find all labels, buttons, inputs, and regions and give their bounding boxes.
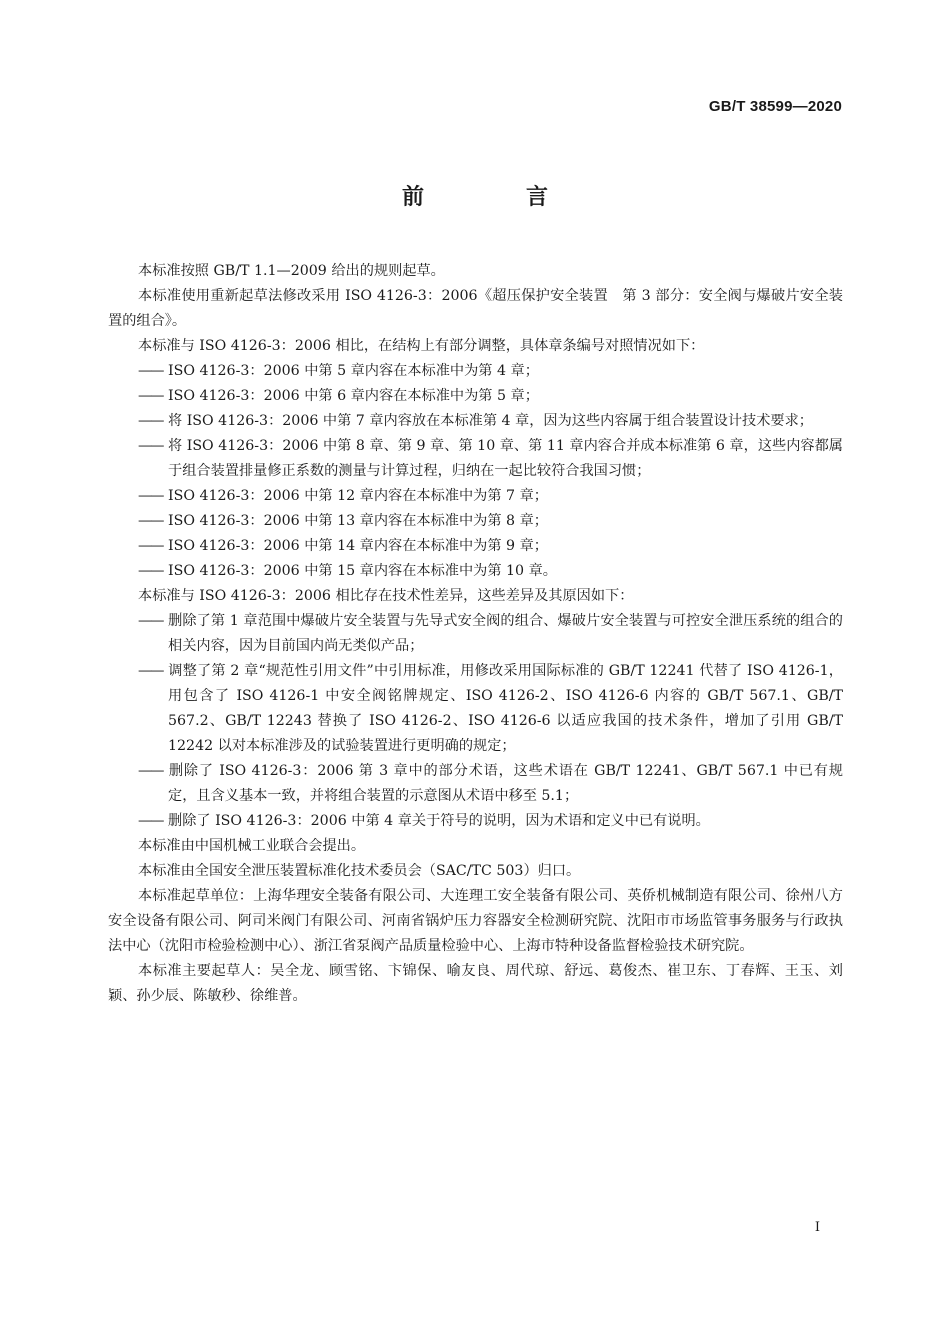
list-item-text: 删除了第 1 章范围中爆破片安全装置与先导式安全阀的组合、爆破片安全装置与可控安全泄压系统的组合的相关内容，因为目前国内尚无类似产品；: [168, 613, 843, 654]
list-item: [108, 484, 843, 509]
list-item-text: ISO 4126-3：2006 中第 13 章内容在本标准中为第 8 章；: [168, 513, 548, 529]
list-item: [108, 759, 843, 809]
paragraph: 本标准由全国安全泄压装置标准化技术委员会（SAC/TC 503）归口。: [138, 863, 581, 879]
list-item-text: 删除了 ISO 4126-3：2006 第 3 章中的部分术语，这些术语在 GB/T 12241、GB/T 567.1 中已有规定，且含义基本一致，并将组合装置的示意图从术语中移至 5.1；: [168, 763, 843, 804]
page-title: 前 言: [401, 185, 588, 210]
list-item: [108, 809, 843, 834]
list-item: [108, 534, 843, 559]
paragraph: 本标准与 ISO 4126-3：2006 相比存在技术性差异，这些差异及其原因如下：: [138, 588, 634, 604]
list-item: [108, 509, 843, 534]
dash-marker: ——: [138, 563, 163, 579]
list-item-text: ISO 4126-3：2006 中第 14 章内容在本标准中为第 9 章；: [168, 538, 548, 554]
paragraph: 本标准与 ISO 4126-3：2006 相比，在结构上有部分调整，具体章条编号对照情况如下：: [138, 338, 705, 354]
page-number: I: [814, 1220, 820, 1235]
list-item-text: ISO 4126-3：2006 中第 5 章内容在本标准中为第 4 章；: [168, 363, 539, 379]
dash-marker: ——: [138, 763, 163, 779]
dash-marker: ——: [138, 438, 163, 454]
dash-marker: ——: [138, 413, 163, 429]
paragraph: 本标准按照 GB/T 1.1—2009 给出的规则起草。: [138, 263, 445, 279]
list-item: [108, 384, 843, 409]
list-item: [108, 409, 843, 434]
list-item-text: ISO 4126-3：2006 中第 6 章内容在本标准中为第 5 章；: [168, 388, 539, 404]
list-item-text: 将 ISO 4126-3：2006 中第 7 章内容放在本标准第 4 章，因为这些内容属于组合装置设计技术要求；: [168, 413, 813, 429]
paragraph: 本标准使用重新起草法修改采用 ISO 4126-3：2006《超压保护安全装置 第 3 部分：安全阀与爆破片安全装置的组合》。: [108, 288, 843, 329]
paragraph: 本标准起草单位：上海华理安全装备有限公司、大连理工安全装备有限公司、英侨机械制造有限公司、徐州八方安全设备有限公司、阿司米阀门有限公司、河南省锅炉压力容器安全检测研究院、沈阳市市场监管事务服务与行政执法中心（沈阳市检验检测中心）、浙江省泵阀产品质量检验中心、上海市特种设备监督检验技术研究院。: [108, 888, 843, 954]
list-item: [108, 434, 843, 484]
list-item-text: ISO 4126-3：2006 中第 12 章内容在本标准中为第 7 章；: [168, 488, 548, 504]
list-item-text: 删除了 ISO 4126-3：2006 中第 4 章关于符号的说明，因为术语和定义中已有说明。: [168, 813, 710, 829]
dash-marker: ——: [138, 538, 163, 554]
dash-marker: ——: [138, 388, 163, 404]
paragraph: 本标准主要起草人：吴全龙、顾雪铭、卞锦保、喻友良、周代琼、舒远、葛俊杰、崔卫东、丁春辉、王玉、刘颖、孙少辰、陈敏秒、徐维普。: [108, 963, 843, 1004]
list-item: [108, 559, 843, 584]
list-item-text: 将 ISO 4126-3：2006 中第 8 章、第 9 章、第 10 章、第 11 章内容合并成本标准第 6 章，这些内容都属于组合装置排量修正系数的测量与计算过程，归纳在一起比较符合我国习惯；: [168, 438, 843, 479]
list-item: [108, 359, 843, 384]
dash-marker: ——: [138, 513, 163, 529]
dash-marker: ——: [138, 613, 163, 629]
foreword-body: [108, 259, 843, 1009]
list-item-text: 调整了第 2 章“规范性引用文件”中引用标准，用修改采用国际标准的 GB/T 12241 代替了 ISO 4126-1，用包含了 ISO 4126-1 中安全阀铭牌规定、ISO 4126-2、ISO 4126-6 内容的 GB/T 567.1、GB/T 567.2、GB/T 12243 替换了 ISO 4126-2、ISO 4126-6 以适应我国的技术条件，增加了引用 GB/T 12242 以对本标准涉及的试验装置进行更明确的规定；: [168, 663, 843, 754]
dash-marker: ——: [138, 363, 163, 379]
list-item: [108, 609, 843, 659]
paragraph: 本标准由中国机械工业联合会提出。: [138, 838, 366, 854]
list-item-text: ISO 4126-3：2006 中第 15 章内容在本标准中为第 10 章。: [168, 563, 557, 579]
dash-marker: ——: [138, 813, 163, 829]
dash-marker: ——: [138, 663, 163, 679]
dash-marker: ——: [138, 488, 163, 504]
standard-number: GB/T 38599—2020: [708, 98, 842, 115]
list-item: [108, 659, 843, 759]
